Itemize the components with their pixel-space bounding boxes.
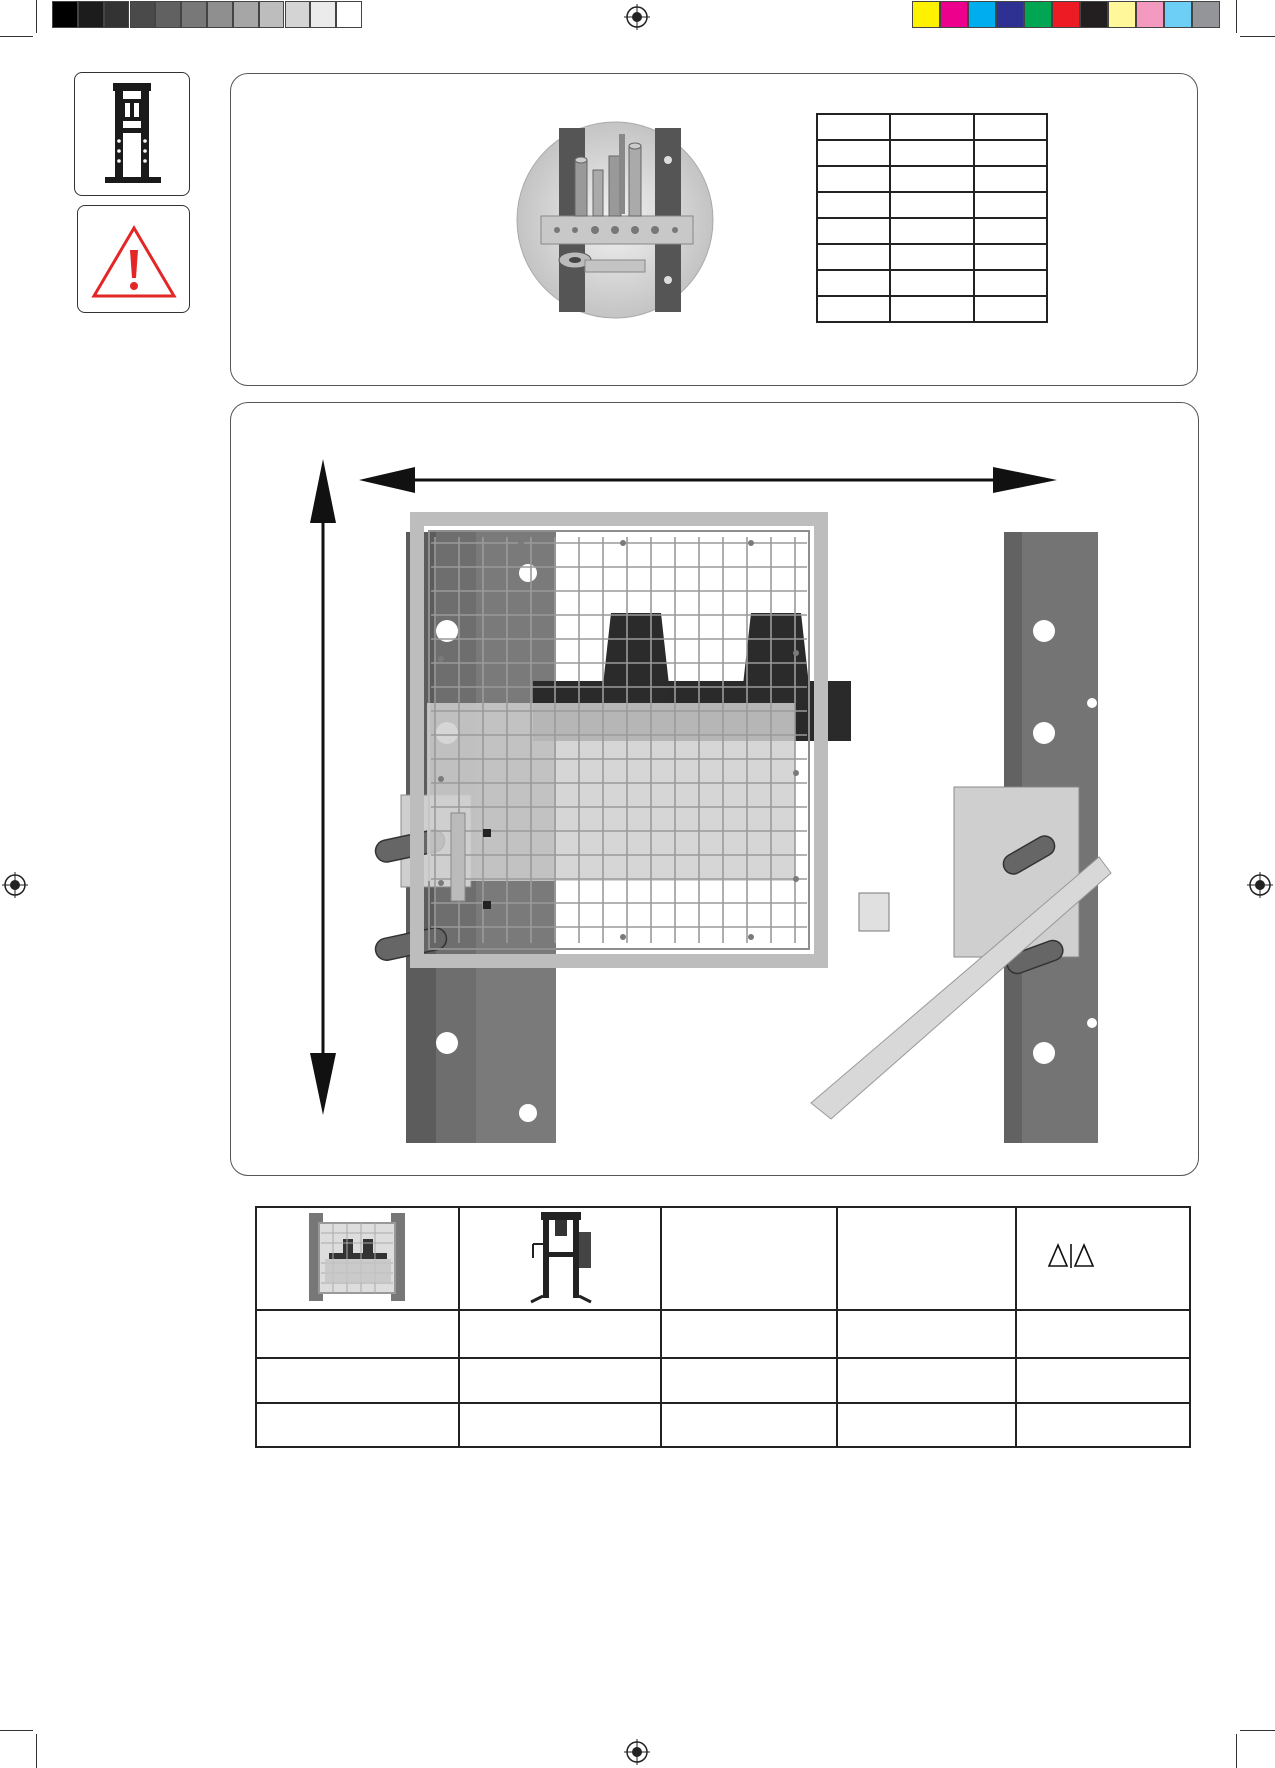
header-cell-4 <box>837 1207 1016 1310</box>
warning-icon-box <box>77 205 190 313</box>
weight-scale-icon <box>1047 1242 1095 1270</box>
color-swatch <box>1080 1 1108 28</box>
safety-guard-thumbnail <box>307 1209 407 1303</box>
gray-swatch <box>207 1 233 28</box>
gray-swatch <box>336 1 362 28</box>
color-swatch <box>1108 1 1136 28</box>
gray-swatch <box>52 1 78 28</box>
spec-row <box>817 244 1047 270</box>
gray-swatch <box>130 1 156 28</box>
header-cell-guard <box>256 1207 459 1310</box>
spec-row <box>817 192 1047 218</box>
safety-guard-photo <box>231 403 1200 1177</box>
tool-holder-photo <box>515 120 715 320</box>
horizontal-width-arrow <box>359 467 1057 493</box>
spec-row <box>817 218 1047 244</box>
color-calibration-bar <box>912 0 1220 30</box>
gray-swatch <box>104 1 130 28</box>
table-row <box>256 1403 1190 1447</box>
header-cell-press <box>459 1207 662 1310</box>
hydraulic-press-thumbnail <box>525 1208 595 1304</box>
spec-table <box>816 113 1048 323</box>
tool-holder-panel <box>230 73 1198 386</box>
press-frame-icon <box>75 73 191 197</box>
color-swatch <box>968 1 996 28</box>
gray-swatch <box>181 1 207 28</box>
registration-mark-icon <box>622 1737 652 1767</box>
grayscale-calibration-bar <box>52 0 362 30</box>
warning-triangle-icon <box>78 206 191 314</box>
gray-swatch <box>155 1 181 28</box>
spec-row <box>817 166 1047 192</box>
spec-row <box>817 114 1047 140</box>
table-row <box>256 1310 1190 1358</box>
color-swatch <box>1024 1 1052 28</box>
color-swatch <box>1192 1 1220 28</box>
gray-swatch <box>259 1 285 28</box>
vertical-height-arrow <box>310 459 336 1115</box>
product-icon-box <box>74 72 190 196</box>
color-swatch <box>996 1 1024 28</box>
registration-mark-icon <box>622 2 652 32</box>
header-cell-3 <box>661 1207 836 1310</box>
gray-swatch <box>233 1 259 28</box>
spec-row <box>817 140 1047 166</box>
color-swatch <box>1136 1 1164 28</box>
spec-row <box>817 296 1047 322</box>
product-spec-table <box>255 1206 1191 1448</box>
table-row <box>256 1358 1190 1403</box>
gray-swatch <box>78 1 104 28</box>
gray-swatch <box>285 1 311 28</box>
color-swatch <box>940 1 968 28</box>
color-swatch <box>1164 1 1192 28</box>
color-swatch <box>1052 1 1080 28</box>
registration-mark-icon <box>0 870 30 900</box>
safety-guard-panel <box>230 402 1199 1176</box>
registration-mark-icon <box>1245 870 1275 900</box>
header-cell-weight <box>1016 1207 1190 1310</box>
spec-row <box>817 270 1047 296</box>
gray-swatch <box>310 1 336 28</box>
color-swatch <box>912 1 940 28</box>
